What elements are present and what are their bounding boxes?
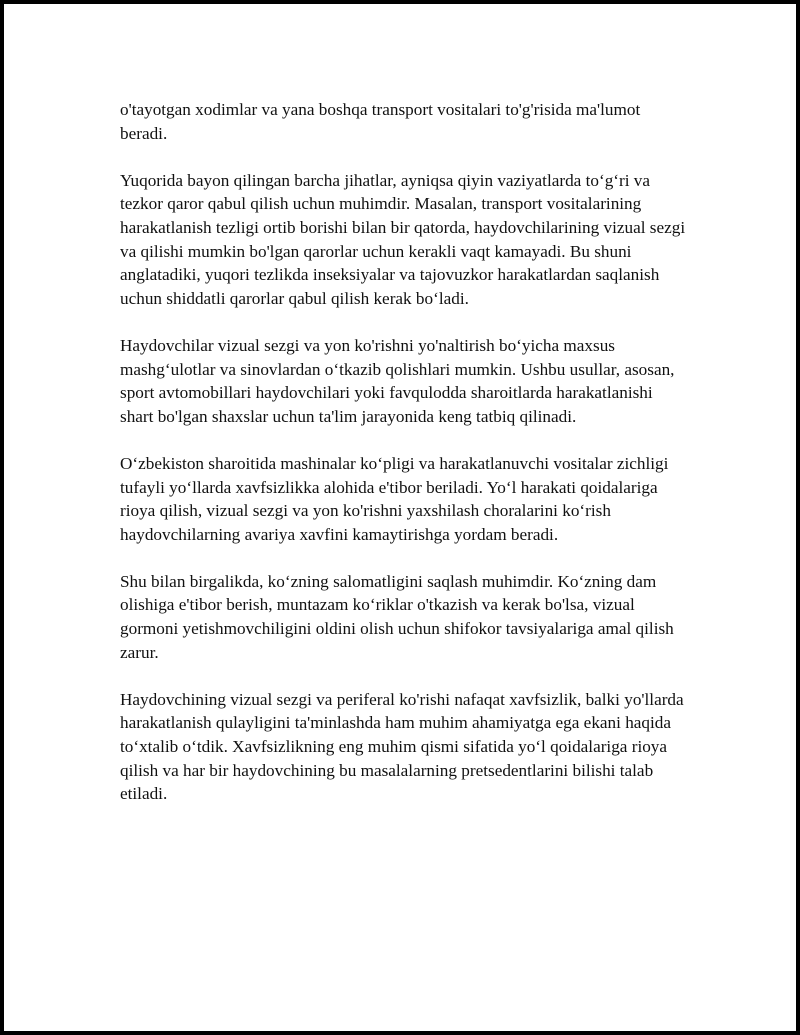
document-body (120, 98, 690, 829)
paragraph-4: O‘zbekiston sharoitida mashinalar ko‘pligi va harakatlanuvchi vositalar zichligi tufayli yo‘llarda xavfsizlikka alohida e'tibor beriladi. Yo‘l harakati qoidalariga rioya qilish, vizual sezgi va yon ko'rishni yaxshilash choralarini ko‘rish haydovchilarning avariya xavfini kamaytirishga yordam beradi. (120, 453, 669, 544)
paragraph-3: Haydovchilar vizual sezgi va yon ko'rishni yo'naltirish bo‘yicha maxsus mashg‘ulotlar va sinovlardan o‘tkazib qolishlari mumkin. Ushbu usullar, asosan, sport avtomobillari haydovchilari yoki favqulodda sharoitlarda harakatlanishi shart bo'lgan shaxslar uchun ta'lim jarayonida keng tatbiq qilinadi. (120, 335, 675, 426)
paragraph-2: Yuqorida bayon qilingan barcha jihatlar, ayniqsa qiyin vaziyatlarda to‘g‘ri va tezkor qaror qabul qilish uchun muhimdir. Masalan, transport vositalarining harakatlanish tezligi ortib borishi bilan bir qatorda, haydovchilarining vizual sezgi va qilishi mumkin bo'lgan qarorlar uchun kerakli vaqt kamayadi. Bu shuni anglatadiki, yuqori tezlikda inseksiyalar va tajovuzkor harakatlardan saqlanish uchun shiddatli qarorlar qabul qilish kerak bo‘ladi. (120, 170, 686, 308)
paragraph-1: o'tayotgan xodimlar va yana boshqa transport vositalari to'g'risida ma'lumot beradi. (120, 100, 641, 143)
paragraph-5: Shu bilan birgalikda, ko‘zning salomatligini saqlash muhimdir. Ko‘zning dam olishiga e'tibor berish, muntazam ko‘riklar o'tkazish va kerak bo'lsa, vizual gormoni yetishmovchiligini oldini olish uchun shifokor tavsiyalariga amal qilish zarur. (120, 571, 674, 662)
paragraph-6: Haydovchining vizual sezgi va periferal ko'rishi nafaqat xavfsizlik, balki yo'llarda harakatlanish qulayligini ta'minlashda ham muhim ahamiyatga ega ekani haqida to‘xtalib o‘tdik. Xavfsizlikning eng muhim qismi sifatida yo‘l qoidalariga rioya qilish va har bir haydovchining bu masalalarning pretsedentlarini bilishi talab etiladi. (120, 689, 684, 804)
